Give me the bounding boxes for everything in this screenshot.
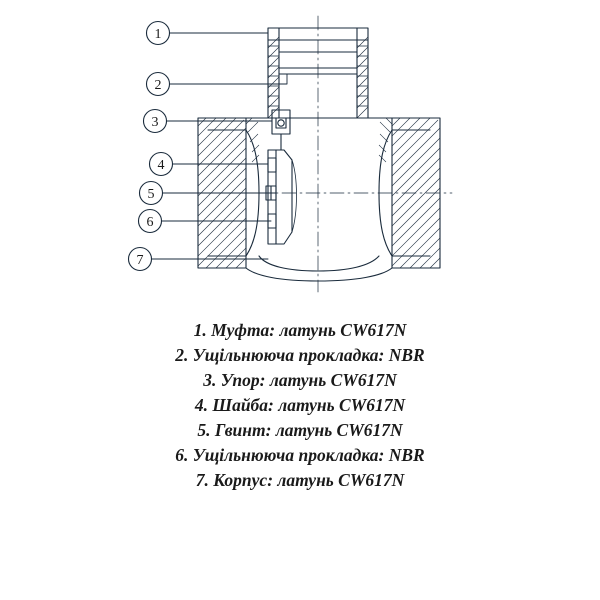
legend-list (0, 318, 600, 493)
callout-number-5: 5 (147, 187, 155, 202)
callout-number-4: 4 (157, 158, 165, 173)
callout-number-1: 1 (154, 27, 162, 42)
callout-leader-lines (152, 33, 287, 259)
centerline (186, 16, 452, 292)
legend-item: 6. Ущільнююча прокладка: NBR (175, 445, 425, 465)
callout-number-3: 3 (151, 115, 159, 130)
legend-item: 5. Гвинт: латунь CW617N (197, 420, 403, 440)
callout-bubbles (129, 22, 173, 271)
callout-number-2: 2 (154, 78, 162, 93)
stop-part (272, 110, 290, 134)
callout-number-6: 6 (146, 215, 154, 230)
disc-assembly (266, 134, 297, 244)
section-hatching (198, 37, 440, 268)
legend-item: 3. Упор: латунь CW617N (203, 370, 397, 390)
callout-number-7: 7 (136, 253, 144, 268)
legend-item: 2. Ущільнююча прокладка: NBR (175, 345, 425, 365)
legend-item: 1. Муфта: латунь CW617N (193, 320, 407, 340)
legend-item: 7. Корпус: латунь CW617N (195, 470, 405, 490)
legend-item: 4. Шайба: латунь CW617N (194, 395, 406, 415)
